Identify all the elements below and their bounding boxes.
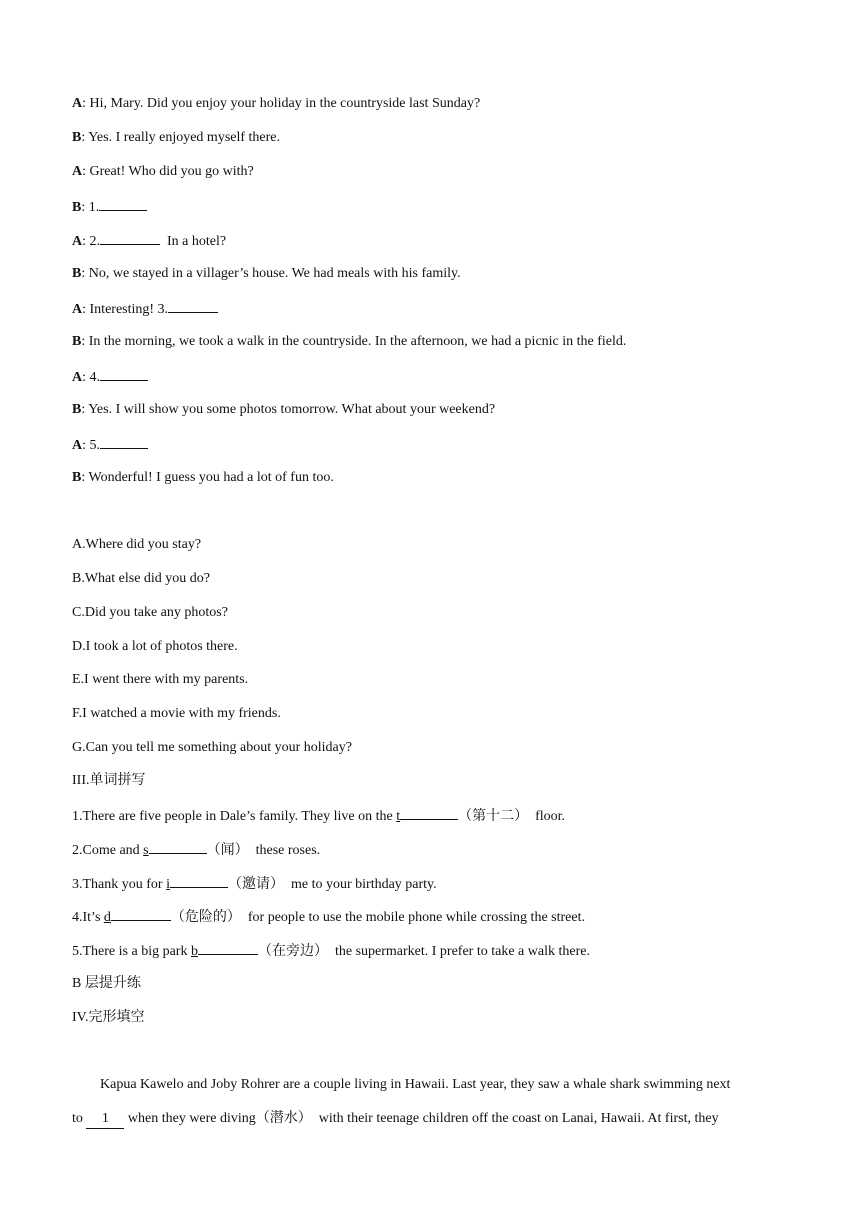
cloze-blank[interactable]: 1: [86, 1110, 124, 1129]
dialogue-line: B: No, we stayed in a villager’s house. We had meals with his family.: [72, 266, 461, 281]
section-title: III.单词拼写: [72, 773, 146, 788]
answer-blank[interactable]: [198, 941, 258, 955]
dialogue-line: B: Wonderful! I guess you had a lot of fun too.: [72, 470, 334, 485]
spelling-question: 4.It’s d （危险的） for people to use the mobile phone while crossing the street.: [72, 907, 585, 927]
dialogue-line: B: Yes. I really enjoyed myself there.: [72, 130, 281, 145]
passage-line: Kapua Kawelo and Joby Rohrer are a couple living in Hawaii. Last year, they saw a whale shark swimming next: [100, 1077, 731, 1092]
option-item: G.Can you tell me something about your holiday?: [72, 740, 352, 755]
answer-blank[interactable]: [111, 907, 171, 921]
answer-blank[interactable]: [100, 435, 148, 449]
dialogue-line: A: Great! Who did you go with?: [72, 164, 254, 179]
spelling-blank[interactable]: b: [190, 944, 198, 959]
dialogue-line: A: Interesting! 3.: [72, 299, 218, 319]
option-item: E.I went there with my parents.: [72, 672, 249, 687]
dialogue-line: A: 2. In a hotel?: [72, 231, 226, 251]
option-item: D.I took a lot of photos there.: [72, 639, 238, 654]
spelling-question: 3.Thank you for i （邀请） me to your birthday party.: [72, 874, 437, 894]
answer-blank[interactable]: [99, 197, 147, 211]
spelling-blank[interactable]: t: [396, 809, 401, 824]
answer-blank[interactable]: [100, 367, 148, 381]
passage-line: to 1 when they were diving（潜水） with their teenage children off the coast on Lanai, Hawaii. At first, they: [72, 1110, 790, 1129]
option-item: B.What else did you do?: [72, 571, 211, 586]
spelling-blank[interactable]: s: [143, 843, 149, 858]
section-title: IV.完形填空: [72, 1010, 145, 1025]
answer-blank[interactable]: [149, 840, 207, 854]
answer-blank[interactable]: [100, 231, 160, 245]
spelling-question: 2.Come and s （闻） these roses.: [72, 840, 320, 860]
answer-blank[interactable]: [170, 874, 228, 888]
spelling-question: 1.There are five people in Dale’s family. They live on the t （第十二） floor.: [72, 806, 565, 826]
answer-blank[interactable]: [168, 299, 218, 313]
dialogue-line: A: 5.: [72, 435, 148, 455]
spelling-blank[interactable]: i: [166, 877, 170, 892]
spelling-question: 5.There is a big park b （在旁边） the supermarket. I prefer to take a walk there.: [72, 941, 590, 961]
spelling-blank[interactable]: d: [103, 910, 111, 925]
level-title: B 层提升练: [72, 976, 141, 991]
dialogue-line: B: In the morning, we took a walk in the countryside. In the afternoon, we had a picnic in the field.: [72, 334, 627, 349]
answer-blank[interactable]: [400, 806, 458, 820]
option-item: C.Did you take any photos?: [72, 605, 228, 620]
dialogue-line: A: 4.: [72, 367, 148, 387]
option-item: F.I watched a movie with my friends.: [72, 706, 281, 721]
dialogue-line: B: Yes. I will show you some photos tomorrow. What about your weekend?: [72, 402, 496, 417]
option-item: A.Where did you stay?: [72, 537, 202, 552]
dialogue-line: A: Hi, Mary. Did you enjoy your holiday in the countryside last Sunday?: [72, 96, 481, 111]
dialogue-line: B: 1.: [72, 197, 147, 217]
